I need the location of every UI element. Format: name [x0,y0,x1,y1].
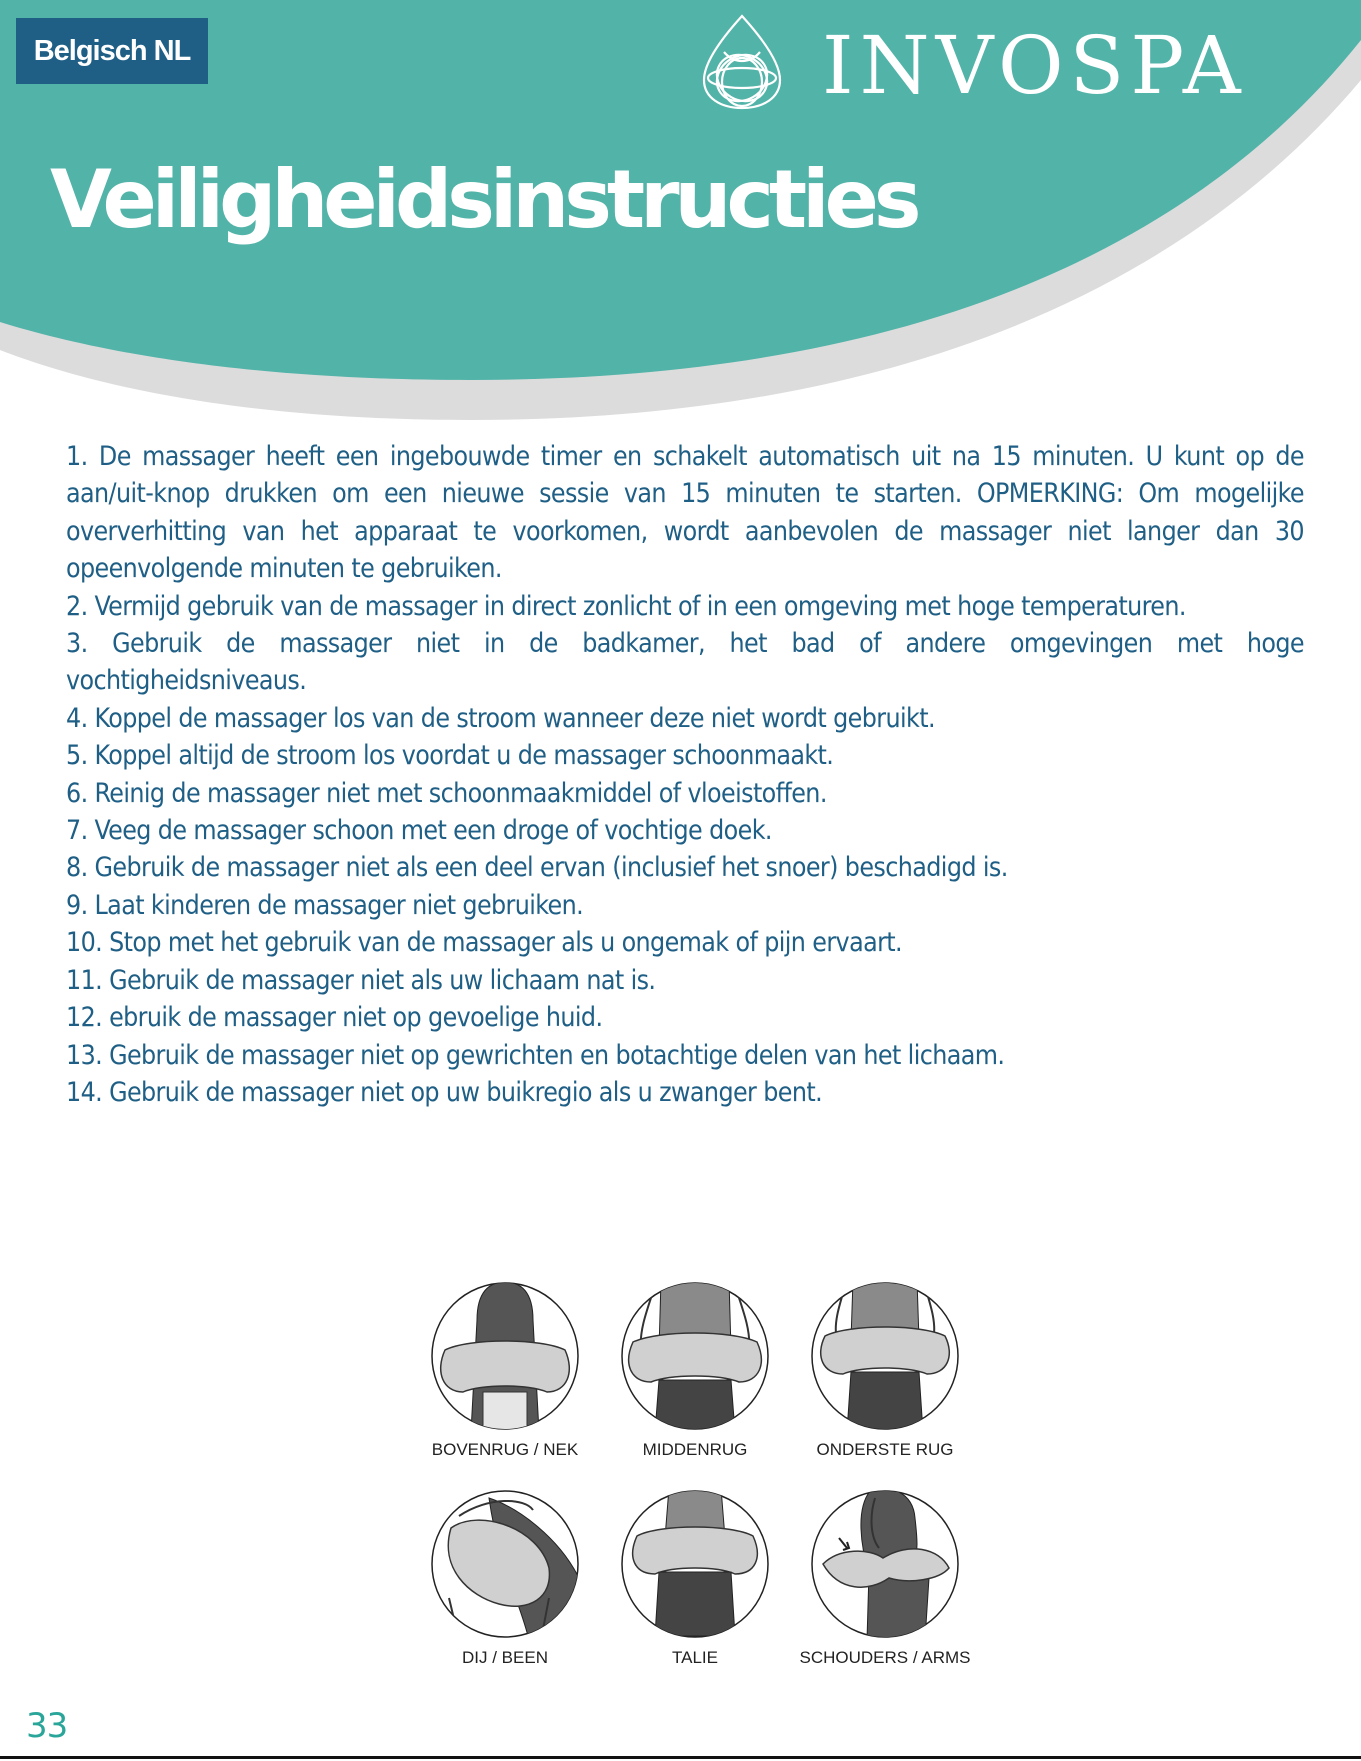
usage-area-upper-back-neck [405,1280,605,1460]
waist-illustration-icon [619,1488,771,1640]
usage-area-label: ONDERSTE RUG [816,1440,954,1459]
instruction-item: 12. ebruik de massager niet op gevoelige huid. [66,1002,603,1034]
language-badge: Belgisch NL [16,18,208,84]
usage-area-waist [595,1488,795,1668]
usage-area-middle-back [595,1280,795,1460]
usage-area-label: TALIE [672,1648,718,1667]
invospa-logo-icon [694,12,790,112]
usage-area-label: MIDDENRUG [642,1440,748,1459]
middle-back-illustration-icon [619,1280,771,1432]
usage-area-lower-back [785,1280,985,1460]
page-title: Veiligheidsinstructies [50,153,917,246]
instruction-item: 13. Gebruik de massager niet op gewrichten en botachtige delen van het lichaam. [66,1039,1005,1071]
instruction-item: 4. Koppel de massager los van de stroom wanneer deze niet wordt gebruikt. [66,702,935,734]
brand-name: INVOSPA [822,19,1247,112]
instruction-item: 7. Veeg de massager schoon met een droge of vochtige doek. [66,815,772,847]
thigh-leg-illustration-icon [429,1488,581,1640]
instruction-item: 9. Laat kinderen de massager niet gebruiken. [66,889,584,921]
usage-area-label: DIJ / BEEN [462,1648,548,1667]
instruction-item: 6. Reinig de massager niet met schoonmaakmiddel of vloeistoffen. [66,777,827,809]
safety-instructions-list [66,438,1304,1111]
upper-back-neck-illustration-icon [429,1280,581,1432]
instruction-item: 1. De massager heeft een ingebouwde timer en schakelt automatisch uit na 15 minuten. U kunt op de aan/uit-knop drukken om een nieuwe sessie van 15 minuten te starten. OPMERKING: Om mogelijke oververhitting van het apparaat te voorkomen, wordt aanbevolen de massager niet langer dan 30 opeenvolgende minuten te gebruiken. [66,441,1304,585]
instruction-item: 14. Gebruik de massager niet op uw buikregio als u zwanger bent. [66,1076,823,1108]
usage-area-label: SCHOUDERS / ARMS [799,1648,971,1667]
instruction-item: 2. Vermijd gebruik van de massager in direct zonlicht of in een omgeving met hoge temperaturen. [66,590,1186,622]
usage-area-label: BOVENRUG / NEK [431,1440,579,1459]
instruction-item: 5. Koppel altijd de stroom los voordat u de massager schoonmaakt. [66,740,834,772]
instruction-item: 3. Gebruik de massager niet in de badkamer, het bad of andere omgevingen met hoge vochtigheidsniveaus. [66,628,1304,697]
footer-divider [0,1756,1361,1759]
shoulders-arms-illustration-icon [809,1488,961,1640]
usage-area-thigh-leg [405,1488,605,1668]
lower-back-illustration-icon [809,1280,961,1432]
instruction-item: 8. Gebruik de massager niet als een deel ervan (inclusief het snoer) beschadigd is. [66,852,1008,884]
instruction-item: 11. Gebruik de massager niet als uw lichaam nat is. [66,964,656,996]
usage-area-shoulders-arms [785,1488,985,1668]
instruction-item: 10. Stop met het gebruik van de massager als u ongemak of pijn ervaart. [66,927,902,959]
page-number: 33 [26,1706,68,1746]
